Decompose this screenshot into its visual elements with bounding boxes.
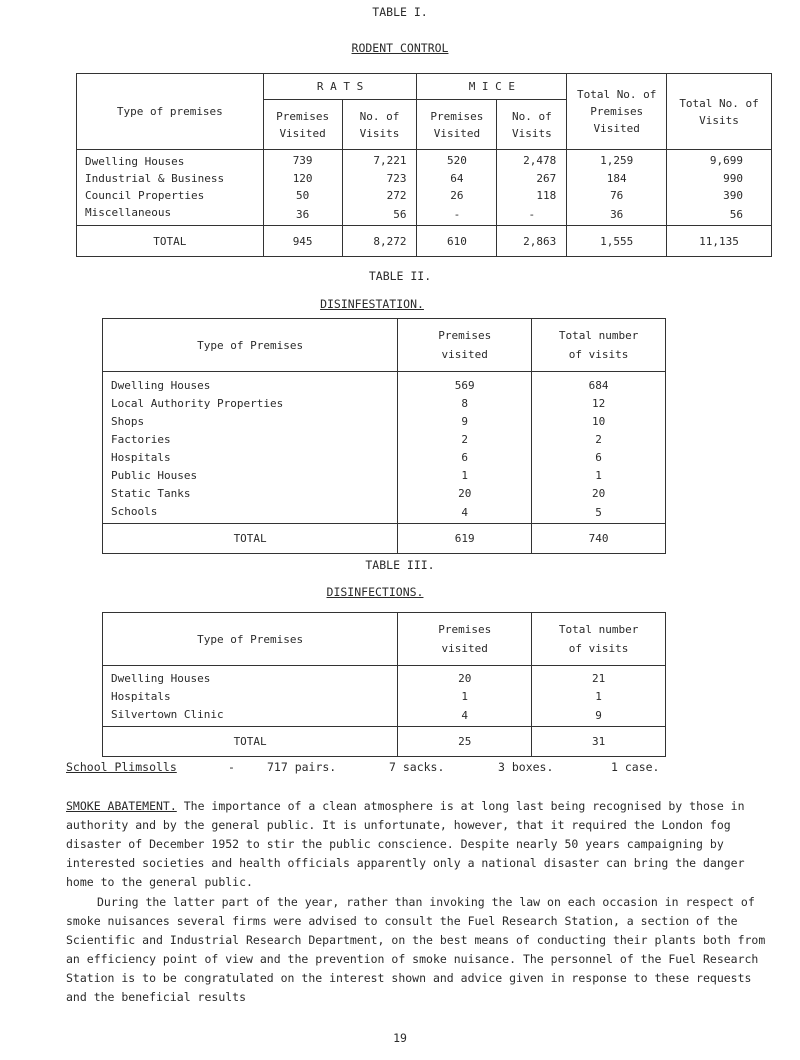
rodent-control-table: [76, 73, 772, 257]
header-total-visits: Total number of visits: [532, 319, 666, 372]
table-row: Public Houses 1 1: [103, 467, 666, 485]
table-row: Dwelling Houses 20 21: [103, 666, 666, 689]
table3-title: TABLE III.: [365, 558, 435, 572]
page-number: 19: [393, 1031, 407, 1045]
disinfestation-table: [102, 318, 666, 554]
header-rats-visits: No. of Visits: [342, 100, 417, 150]
table-row: Dwelling Houses 739 7,221 520 2,478 1,259 9,699: [77, 150, 772, 171]
header-premises-visited: Premises visited: [398, 613, 532, 666]
table3-subtitle: DISINFECTIONS.: [326, 585, 424, 599]
table-total-row: TOTAL 945 8,272 610 2,863 1,555 11,135: [77, 226, 772, 257]
smoke-paragraph-1: [66, 797, 766, 892]
table1-subtitle: RODENT CONTROL: [351, 41, 449, 55]
table-row: Hospitals 1 1: [103, 688, 666, 706]
header-type-of-premises: Type of premises: [77, 74, 264, 150]
table-row: Shops 9 10: [103, 413, 666, 431]
table-row: Static Tanks 20 20: [103, 485, 666, 503]
header-total-premises: Total No. of Premises Visited: [567, 74, 667, 150]
header-rats: R A T S: [263, 74, 417, 100]
plimsolls-sacks: 7 sacks.: [389, 760, 445, 774]
header-mice-visits: No. of Visits: [497, 100, 567, 150]
plimsolls-pairs: 717 pairs.: [267, 760, 337, 774]
table2-title: TABLE II.: [368, 269, 432, 283]
table-row: Dwelling Houses 569 684: [103, 372, 666, 396]
header-total-visits: Total No. of Visits: [667, 74, 772, 150]
header-type-of-premises: Type of Premises: [103, 319, 398, 372]
plimsolls-line: [66, 760, 766, 780]
header-type-of-premises: Type of Premises: [103, 613, 398, 666]
smoke-para1-text: The importance of a clean atmosphere is at long last being recognised by those in authority and by the general public. It is unfortunate, however, that it required the London fog disaster of December 1952 to stir the public conscience. Despite nearly 50 years campaigning by interested societies and health officials apparently only a national disaster can bring the danger home to the general public.: [66, 799, 745, 889]
header-rats-premises: Premises Visited: [263, 100, 342, 150]
plimsolls-cases: 1 case.: [611, 760, 660, 774]
table-total-row: TOTAL 619 740: [103, 524, 666, 554]
table-row: Local Authority Properties 8 12: [103, 395, 666, 413]
table-row: Council Properties 50 272 26 118 76 390: [77, 187, 772, 204]
smoke-heading: SMOKE ABATEMENT.: [66, 799, 177, 813]
table-total-row: TOTAL 25 31: [103, 727, 666, 757]
table-row: Industrial & Business 120 723 64 267 184 990: [77, 170, 772, 187]
plimsolls-boxes: 3 boxes.: [498, 760, 554, 774]
smoke-paragraph-2: During the latter part of the year, rather than invoking the law on each occasion in respect of smoke nuisances several firms were advised to consult the Fuel Research Station, a section of the Scientific and Industrial Research Department, on the best means of conducting their plants both from an efficiency point of view and the prevention of smoke nuisance. The personnel of the Fuel Research Station is to be congratulated on the interest shown and advice given in response to these requests and the beneficial results: [66, 895, 766, 1004]
header-mice-premises: Premises Visited: [417, 100, 497, 150]
header-total-visits: Total number of visits: [532, 613, 666, 666]
table-row: Schools 4 5: [103, 503, 666, 524]
disinfections-table: [102, 612, 666, 757]
table-row: Factories 2 2: [103, 431, 666, 449]
header-premises-visited: Premises visited: [398, 319, 532, 372]
table-row: Silvertown Clinic 4 9: [103, 706, 666, 727]
header-mice: M I C E: [417, 74, 567, 100]
table-row: Hospitals 6 6: [103, 449, 666, 467]
table1-title: TABLE I.: [372, 5, 428, 19]
table-row: Miscellaneous 36 56 - - 36 56: [77, 204, 772, 226]
plimsolls-label: School Plimsolls: [66, 760, 177, 774]
table2-subtitle: DISINFESTATION.: [320, 297, 424, 311]
plimsolls-dash: -: [228, 760, 235, 774]
